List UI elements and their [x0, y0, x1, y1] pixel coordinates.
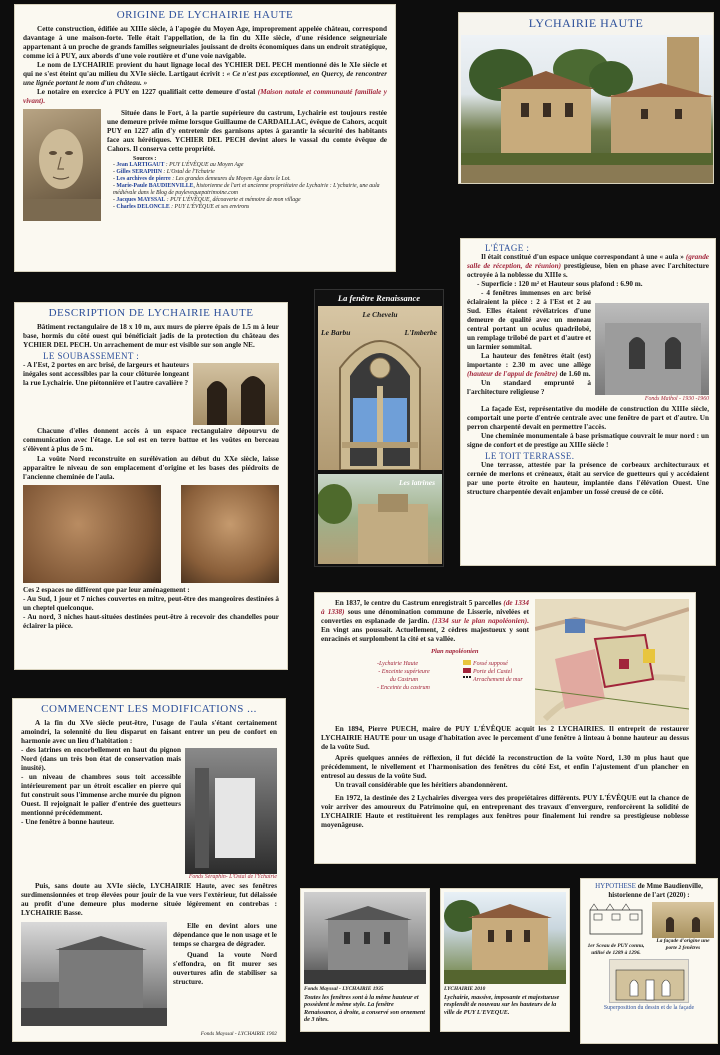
panel-modifications	[12, 698, 286, 1042]
panel-title: LYCHAIRIE HAUTE	[528, 16, 644, 30]
caption-text: Toutes les fenêtres sont à la même hauteur et possèdent le même style. La fenêtre Renaissance, à droite, a conservé son ornement de 3 têtes.	[304, 993, 426, 1023]
note: (grande salle de réception, de réunion)	[467, 253, 709, 270]
facade-photo	[652, 902, 714, 938]
sculpture-photo	[23, 109, 101, 221]
text-block: Elle en devint alors une dépendance que le non usage et le temps se chargea de dégrader.	[173, 922, 277, 948]
house-photo	[461, 35, 713, 183]
source-item	[113, 169, 387, 176]
source-text: : Les grandes demeures du Moyen Age dans le Lot.	[170, 176, 291, 182]
vault-photos	[23, 485, 279, 583]
sources-block	[113, 156, 387, 211]
facade-bw-icon	[595, 303, 709, 395]
text-block: La façade Est, représentative du modèle de construction du XIIIe siècle, comportait une porte d'entrée centrale avec une fenêtre de part et d'autre. Un perron charpenté devait en permettre l'accès.	[467, 405, 709, 431]
text: En vingt ans poussait. Actuellement, 2 cèdres majestueux y sont enracinés et surplombent la cité et sa vallée.	[321, 626, 529, 643]
panel-origine	[14, 4, 396, 272]
panel-fenetre	[314, 289, 444, 567]
source-name: Jacques MAYSSAL	[116, 197, 166, 203]
panel-title: COMMENCENT LES MODIFICATIONS ...	[41, 703, 257, 715]
text-block: En 1972, la destinée des 2 Lychairies divergea vers des propriétaires différents. PUY L'ÉVÊQUE eut la chance de voir arriver des amoureux du Patrimoine qui, en entreprenant des travaux d'envergure, renforcèrent la solidité de LYCHAIRIE Haute et restituèrent les remplages aux fenêtres pour finalement lui rendre sa prestigieuse noblesse moyenâgeuse.	[321, 794, 689, 829]
label-le-barbu: Le Barbu	[321, 328, 351, 337]
text-block: En 1894, Pierre PUECH, maire de PUY L'ÉVÊQUE acquit les 2 LYCHAIRIES. Il entreprit de restaurer LYCHAIRIE HAUTE pour un usage d'habitation avec le percement d'une fenêtre à linteau à bonne hauteur au dessus de la voûte Sud.	[321, 725, 689, 751]
legend-label: Porte del Castel	[473, 669, 512, 675]
source-text: : PUY L'ÉVÊQUE au Moyen Age	[164, 162, 244, 168]
text-block: - Superficie : 120 m² et Hauteur sous plafond : 6.90 m.	[477, 280, 643, 288]
text-block: - Au nord, 3 niches haut-situées destinées peut-être à recevoir des chandelles pour éclairer la pièce.	[23, 613, 279, 630]
photo-2010	[444, 892, 566, 984]
text: de 1.60 m.	[557, 370, 591, 378]
note: (Maison natale et communauté familiale y vivant).	[23, 88, 387, 105]
text-block: Cette construction, édifiée au XIIIe siècle, à l'apogée du Moyen Age, improprement appelée château, correspond davantage à une maison-forte. Telle était l'appellation, de la fin du XIIe siècle, d'une résidence seigneuriale appartenant à un proche de grands familles seigneuriales jouissant de droits économiques dans un endroit stratégique, comme ici à PUY, aux abords d'une voie routière et d'une voie navigable.	[23, 25, 387, 60]
photo2-caption: Fonds Mayssal - LYCHAIRIE 1902	[200, 1031, 277, 1037]
label-le-chevelu: Le Chevelu	[362, 310, 398, 319]
napoleon-plan	[535, 599, 689, 725]
text-block	[23, 88, 387, 106]
source-text: , historienne de l'art et ancienne propriétaire de Lychairie : L'ychairie, une aula médiévale dans le Blog de puylevequepatrimoine.com	[113, 183, 380, 196]
text-block: Un travail considérable que les héritiers abandonnèrent.	[335, 781, 508, 789]
text-block: Après quelques années de réflexion, il fut décidé la reconstruction de la voûte Nord, 1.30 m plus haut que précédemment, le nivellement et l'harmonisation des fenêtres du côté Est, et enfin l'ajustement d'un plancher en entresol au dessus de la voûte Sud.	[321, 754, 689, 780]
panel-2010	[440, 888, 570, 1032]
text-block: Située dans le Fort, à la partie supérieure du castrum, Lychairie est toujours restée une demeure privée même lorsque Guillaume de CARDAILLAC, évêque de Cahors, acquit PUY en 1227 afin d'y entretenir des garnisons aptes à garantir la sécurité des habitants face aux hérétiques. YCHIER DEL PECH devint alors le vassal du comte évêque de Cahors. Il conserva cette propriété.	[107, 109, 387, 153]
caption-head: Fonds Mayssal - LYCHAIRIE 1935	[304, 986, 384, 992]
text-block: A la fin du XVe siècle peut-être, l'usage de l'aula s'étant certainement amoindri, la solennité du lieu disparut en faisant entrer un peu de confort en harmonie avec un lieu d'habitation :	[21, 719, 277, 745]
photo-frame	[595, 303, 709, 395]
facade-block	[652, 902, 714, 956]
photo-caption: Fonds Maihol - 1930 -1960	[644, 396, 709, 402]
text-block: - 4 fenêtres immenses en arc brisé éclairaient la pièce : 2 à l'Est et 2 au Sud. Elles étaient révélatrices d'une demeure de qualité avec un meneau central portant un oculus quadrilobé, un remplage trilobé de part et d'autre et un larmier sommital.	[467, 289, 591, 351]
source-text: : PUY L'ÉVÊQUE, découverte et mémoire de mon village	[165, 197, 301, 203]
house-1935-icon	[304, 892, 426, 984]
drawings-row	[584, 902, 714, 956]
text: En 1837, le centre du Castrum enregistrait 5 parcelles	[335, 599, 504, 607]
facade-photo-icon	[652, 902, 714, 938]
panel-title: ORIGINE DE LYCHAIRIE HAUTE	[116, 9, 294, 21]
house-illustration-icon	[461, 35, 713, 183]
source-name: Les archives de pierre	[116, 176, 171, 182]
sources-list	[113, 162, 387, 211]
text-block: La voûte Nord reconstruite en surélévation au début du XXe siècle, laisse apparaître le niveau de son emplacement d'origine et les bases des piédroits de l'ancienne cheminée de l'aula.	[23, 455, 279, 481]
latrines-icon	[318, 474, 442, 564]
source-item	[113, 176, 387, 183]
text-block: Un standard emprunté à l'architecture religieuse ?	[467, 379, 591, 396]
source-item	[113, 197, 387, 204]
text: Le notaire en exercice à PUY en 1227 qualifiait cette demeure d'ostal	[37, 88, 258, 96]
text-block: - A l'Est, 2 portes en arc brisé, de largeurs et hauteurs inégales sont accessibles par la cour clôturée longeant la rue Lychairie. Une piétonnière et l'autre cavalière ?	[23, 361, 189, 387]
title-author: de Mme Baudienville,	[635, 882, 703, 890]
source-name: Marie-Paule BAUDIENVILLE	[116, 183, 194, 189]
legend-right	[463, 660, 523, 684]
text: prestigieuse, bien en phase avec l'architecture octroyée à la noblesse du XIIIe s.	[467, 262, 709, 279]
swatch-red-icon	[463, 668, 471, 673]
legend-item: - Enceinte supérieure du Castrum	[378, 669, 430, 683]
panel-title: La fenêtre Renaissance	[337, 293, 421, 303]
text-block: - des latrines en encorbellement en haut du pignon Nord (dans un très bon état de conservation mais inusité).	[21, 746, 181, 772]
source-text: : PUY L'ÉVÊQUE et ses environs	[169, 204, 250, 210]
vault-photo-right	[181, 485, 279, 583]
text-block: Puis, sans doute au XVIe siècle, LYCHAIRIE Haute, avec ses fenêtres surdimensionnées et trop élevées pour jouir de la vue vers l'extérieur, fut délaissée au profit d'une demeure plus moderne située légèrement en contrebas : LYCHAIRIE Basse.	[21, 882, 277, 917]
text-block: Une cheminée monumentale à base prismatique couvrait le mur nord : un signe de confort et de prestige au XIIIe siècle !	[467, 432, 709, 449]
legend-item: -Lychairie Haute	[377, 661, 418, 667]
section-subtitle: LE SOUBASSEMENT :	[43, 351, 140, 361]
doors-photo	[193, 363, 279, 425]
photo1-caption: Fonds Séraphin- L'Ostal de l'Ychairie	[188, 874, 277, 880]
text-block: Une terrasse, attestée par la présence de corbeaux architecturaux et cernée de merlons et créneaux, était au service de guetteurs qui y accédaient par une porte étroite en hauteur, implantée dans l'élévation Ouest. Une structure charpentée devait enjamber un fossé creusé de ce côté.	[467, 461, 709, 496]
source-name: Gilles SERAPHIN	[116, 169, 162, 175]
text-block: - Une fenêtre à bonne hauteur.	[21, 818, 115, 826]
facade-caption: La façade d'origine une porte 2 fenêtres	[656, 938, 710, 951]
panel-description	[14, 302, 288, 670]
text: Le nom de LYCHAIRIE provient du haut lignage local des YCHIER DEL PECH mentionné dès le XIe siècle et qui ne s'est éteint qu'au milieu du XVIe siècle. Lartigaut écrivit :	[23, 61, 387, 78]
text-block: Quand la voute Nord s'effondra, on fit murer ses ouvertures afin de stabiliser sa structure.	[173, 951, 277, 986]
text-block	[23, 61, 387, 88]
source-name: Charles DELONCLE	[116, 204, 170, 210]
plan-legend	[321, 648, 531, 702]
panel-title	[584, 882, 714, 899]
note: (1334 sur le plan napoléonien).	[432, 617, 529, 625]
panel-history	[314, 592, 696, 864]
caption-head: LYCHAIRIE 2010	[444, 986, 486, 992]
legend-item	[463, 668, 523, 676]
panel-title: DESCRIPTION DE LYCHAIRIE HAUTE	[48, 307, 254, 319]
legend-label: Arrachement de mur	[473, 677, 523, 683]
text: La hauteur des fenêtres était (est) importante : 2.30 m avec une allège	[467, 352, 591, 369]
legend-item	[463, 660, 523, 668]
legend-label: Fossé supposé	[473, 661, 508, 667]
superposition-icon	[610, 960, 690, 1004]
text: sous une dénomination commune de Lisserie, nivelées et converties en esplanade de jardin.	[321, 608, 529, 625]
photo-1935	[304, 892, 426, 984]
superposition-drawing	[609, 959, 689, 1003]
seal-drawing-icon	[584, 902, 648, 938]
text-block: - Au Sud, 1 jour et 7 niches couvertes en mitre, peut-être des mangeoires destinées à un cheptel quelconque.	[23, 595, 279, 612]
panel-etage	[460, 238, 716, 566]
ruin-photo	[21, 922, 167, 1026]
source-item	[113, 162, 387, 169]
source-name: Jean LARTIGAUT	[116, 162, 165, 168]
stone-head-icon	[23, 109, 101, 221]
latrines-photo	[318, 474, 442, 564]
panel-hypothese	[580, 878, 718, 1044]
swatch-yellow-icon	[463, 660, 471, 665]
section-subtitle: LE TOIT TERRASSE.	[485, 451, 575, 461]
section-subtitle: L'ÉTAGE :	[485, 243, 530, 253]
title-hypothese: HYPOTHESE	[595, 882, 636, 890]
superposition-caption: Superposition du dessin et de la façade	[603, 1005, 695, 1012]
quote: « Ce n'est pas exceptionnel, en Quercy, de rencontrer une lignée portant le nom d'un château. »	[23, 70, 387, 87]
note: (de 1334 à 1338)	[321, 599, 529, 616]
text-block: Ces 2 espaces ne diffèrent que par leur aménagement :	[23, 586, 190, 594]
interior-door-icon	[185, 748, 277, 874]
seal-caption: 1er Sceau de PUY connu, utilisé de 1289 à 1296.	[587, 943, 645, 956]
text-block: - un niveau de chambres sous toit accessible intérieurement par un étroit escalier en pierre qui fut construit sous l'immense arche murée du pignon Ouest. Il rejoignait le palier d'entrée des guetteurs mentionné précédemment.	[21, 773, 181, 817]
legend-item	[463, 676, 523, 684]
panel-lychairie-photo	[458, 12, 714, 184]
swatch-dash-icon	[463, 676, 471, 681]
label-latrines: Les latrines	[398, 478, 435, 487]
interior-photo	[185, 748, 277, 874]
text-block: Bâtiment rectangulaire de 18 x 10 m, aux murs de pierre épais de 1.5 m à leur base, hormis du côté ouest qui bénéficiait jadis de la protection du château des YCHIER DEL PECH. Un arrachement de mur est visible sur son angle NE.	[23, 323, 279, 349]
label-l-imberbe: L'Imberbe	[404, 328, 437, 337]
plan-map-icon	[535, 599, 689, 725]
note: (hauteur de l'appui de fenêtre)	[467, 370, 558, 378]
seal-block	[584, 902, 648, 956]
vault-photo-left	[23, 485, 161, 583]
text-block	[467, 253, 709, 280]
house-2010-icon	[444, 892, 566, 984]
ruin-bw-icon	[21, 922, 167, 1026]
old-facade-photo	[595, 303, 709, 403]
legend-item: - Enceinte du castrum	[377, 685, 430, 691]
legend-left	[377, 660, 431, 692]
title-role: historienne de l'art (2020) :	[608, 890, 690, 899]
caption-text: Lychairie, massive, imposante et majestueuse resplendit de nouveau sur les hauteurs de la ville de PUY L'EVEQUE.	[444, 993, 560, 1016]
arched-doors-icon	[193, 363, 279, 425]
sources-label: Sources :	[133, 156, 157, 162]
source-item	[113, 204, 387, 211]
plan-title: Plan napoléonien	[431, 648, 479, 655]
source-text: : L'Ostal de l'Ychairie	[161, 169, 215, 175]
panel-1935	[300, 888, 430, 1032]
source-item	[113, 183, 387, 197]
text: Il était constitué d'un espace unique correspondant à une « aula »	[481, 253, 686, 261]
text-block: Chacune d'elles donnent accès à un espace rectangulaire dépourvu de communication avec l'étage. Le sol est en terre battue et les voûtes en berceau s'élèvent à plus de 5 m.	[23, 427, 279, 453]
